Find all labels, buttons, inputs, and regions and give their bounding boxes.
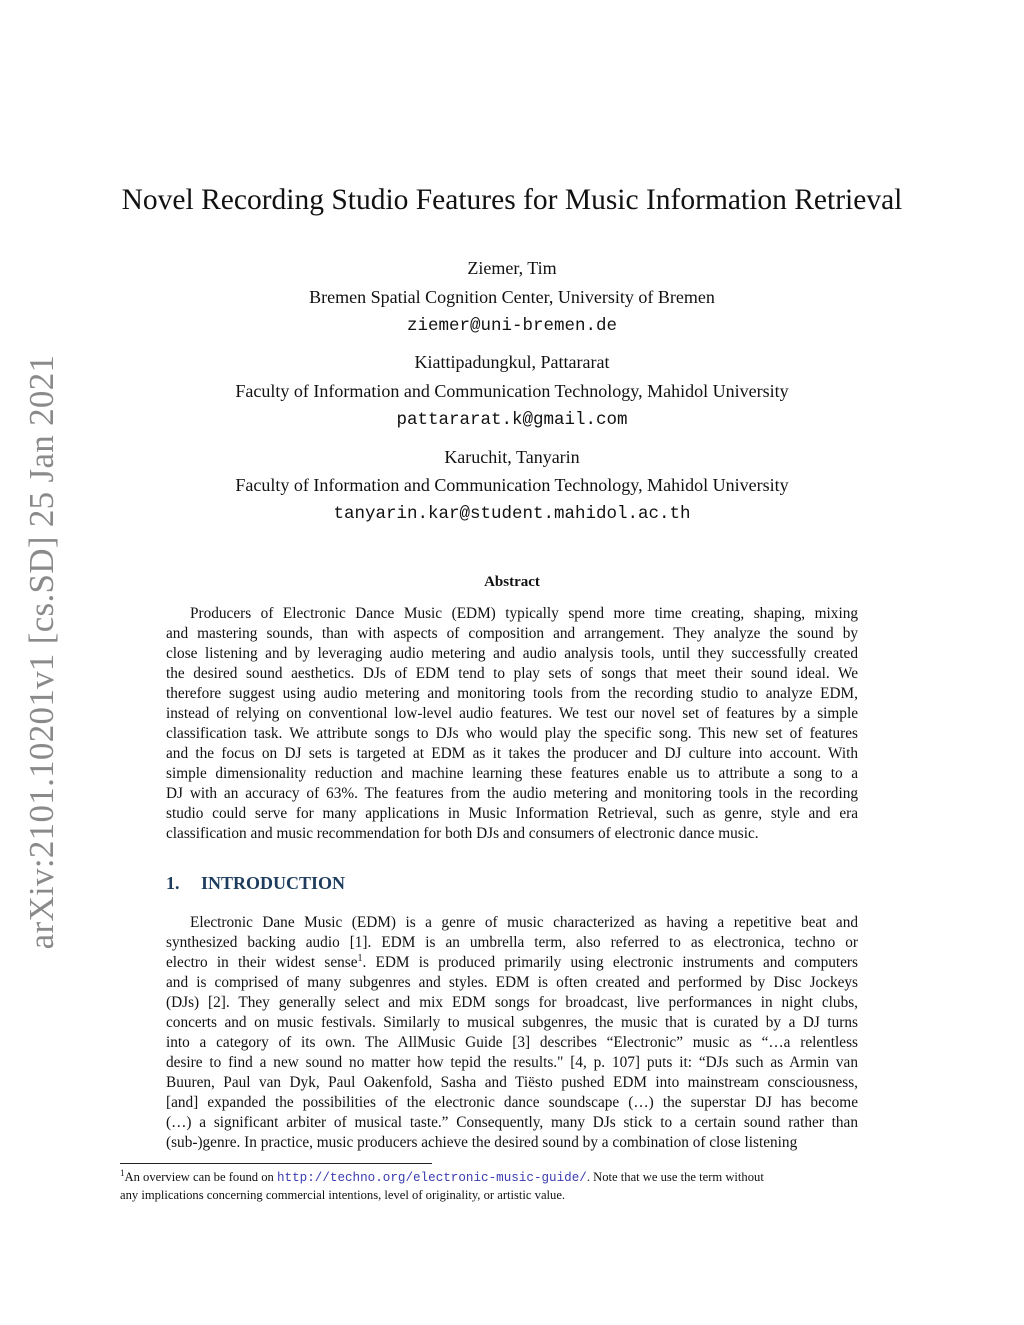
paragraph-line: (DJs) [2]. They generally select and mix EDM songs for broadcast, live performances in night clubs, — [166, 994, 858, 1011]
paragraph-line: concerts and on music festivals. Similarly to musical subgenres, the music that is curated by a DJ turns — [166, 1014, 858, 1031]
footnote-suffix: . Note that we use the term without — [586, 1170, 764, 1184]
abstract-line: classification task. We attribute songs to DJs who would play the specific song. This new set of features — [166, 725, 858, 742]
footnote-divider — [120, 1163, 432, 1164]
abstract-line: instead of relying on conventional low-level audio features. We test our novel set of features by a simple — [166, 705, 858, 722]
abstract-heading: Abstract — [484, 574, 540, 590]
paragraph-line: desire to find a new sound no matter how tepid the results." [4, p. 107] puts it: “DJs such as Armin van — [166, 1054, 858, 1071]
abstract-line: and mastering sounds, than with aspects of composition and arrangement. They analyze the sound by — [166, 625, 858, 642]
footnote-line-1 — [120, 1168, 905, 1187]
text-fragment: electro in their widest sense — [166, 954, 358, 971]
abstract-line: classification and music recommendation for both DJs and consumers of electronic dance music. — [166, 825, 759, 842]
author-name: Karuchit, Tanyarin — [444, 447, 580, 467]
paragraph-line: synthesized backing audio [1]. EDM is an umbrella term, also referred to as electronica, techno or — [166, 934, 858, 951]
author-affiliation: Faculty of Information and Communication Technology, Mahidol University — [235, 381, 789, 401]
author-email[interactable]: pattararat.k@gmail.com — [396, 410, 628, 430]
abstract-line: therefore suggest using audio metering and monitoring tools from the recording studio to analyze EDM, — [166, 685, 858, 702]
author-affiliation: Bremen Spatial Cognition Center, University of Bremen — [309, 287, 715, 307]
paragraph-line: Buuren, Paul van Dyk, Paul Oakenfold, Sasha and Tiësto pushed EDM into mainstream consciousness, — [166, 1074, 858, 1091]
author-name: Kiattipadungkul, Pattararat — [414, 352, 610, 372]
abstract-line: studio could serve for many applications in Music Information Retrieval, such as genre, style and era — [166, 805, 858, 822]
abstract-line: and the focus on DJ sets is targeted at EDM as it takes the producer and DJ culture into account. With — [166, 745, 858, 762]
paragraph-line: (sub-)genre. In practice, music producers achieve the desired sound by a combination of close listening — [166, 1134, 798, 1151]
paragraph-line: [and] expanded the possibilities of the electronic dance soundscape (…) the superstar DJ has become — [166, 1094, 858, 1111]
footnote-line-2: any implications concerning commercial intentions, level of originality, or artistic value. — [120, 1188, 566, 1202]
section-title: INTRODUCTION — [201, 873, 346, 893]
paragraph-line — [166, 953, 858, 973]
paragraph-line: into a category of its own. The AllMusic Guide [3] describes “Electronic” music as “…a relentless — [166, 1034, 858, 1051]
footnote-url-link[interactable]: http://techno.org/electronic-music-guide/ — [276, 1171, 587, 1185]
author-name: Ziemer, Tim — [467, 258, 557, 278]
abstract-line: Producers of Electronic Dance Music (EDM) typically spend more time creating, shaping, mixing — [190, 605, 858, 622]
paragraph-line: (…) a significant arbiter of musical taste.” Consequently, many DJs stick to a certain sound rather than — [166, 1114, 858, 1131]
abstract-line: the desired sound aesthetics. DJs of EDM tend to play sets of songs that meet their sound ideal. We — [166, 665, 858, 682]
paragraph-line: Electronic Dane Music (EDM) is a genre of music characterized as having a repetitive beat and — [190, 914, 858, 931]
footnote-prefix: An overview can be found on — [124, 1170, 277, 1184]
abstract-line: simple dimensionality reduction and machine learning these features enable us to attribute a song to a — [166, 765, 858, 782]
abstract-line: close listening and by leveraging audio metering and audio analysis tools, until they successfully created — [166, 645, 858, 662]
author-affiliation: Faculty of Information and Communication Technology, Mahidol University — [235, 475, 789, 495]
paper-title: Novel Recording Studio Features for Music Information Retrieval — [121, 184, 903, 216]
footnote-marker: 1 — [120, 1167, 125, 1178]
section-heading-introduction — [166, 873, 345, 894]
paragraph-line: and is comprised of many subgenres and styles. EDM is often created and performed by Disc Jockeys — [166, 974, 858, 991]
footnote-reference[interactable]: 1 — [357, 952, 363, 964]
arxiv-identifier-stamp: arXiv:2101.10201v1 [cs.SD] 25 Jan 2021 — [22, 354, 61, 950]
author-email[interactable]: tanyarin.kar@student.mahidol.ac.th — [333, 504, 691, 524]
text-fragment: . EDM is produced primarily using electronic instruments and computers — [362, 954, 858, 971]
section-number: 1. — [166, 873, 180, 893]
abstract-line: DJ with an accuracy of 63%. The features from the audio metering and monitoring tools in the recording — [166, 785, 858, 802]
author-email[interactable]: ziemer@uni-bremen.de — [406, 316, 618, 336]
